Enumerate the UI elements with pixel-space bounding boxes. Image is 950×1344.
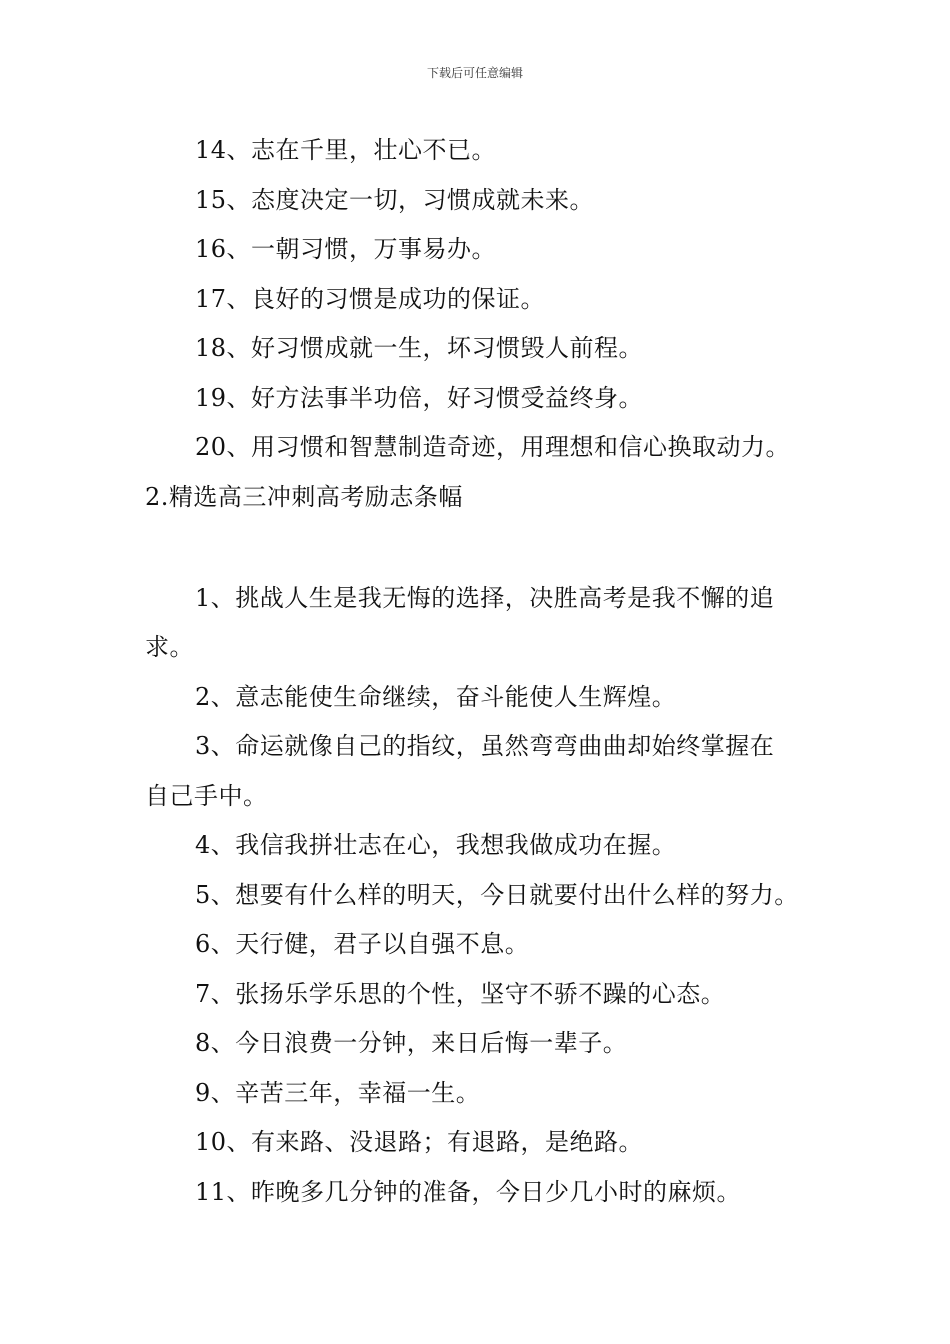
banner-9: 9、辛苦三年，幸福一生。 bbox=[195, 1079, 481, 1107]
banner-7: 7、张扬乐学乐思的个性，坚守不骄不躁的心态。 bbox=[195, 980, 726, 1008]
slogan-18: 18、好习惯成就一生，坏习惯毁人前程。 bbox=[195, 334, 644, 362]
banner-1-continued: 求。 bbox=[145, 633, 194, 661]
slogan-17: 17、良好的习惯是成功的保证。 bbox=[195, 285, 546, 313]
banner-4: 4、我信我拼壮志在心，我想我做成功在握。 bbox=[195, 831, 677, 859]
slogan-16: 16、一朝习惯，万事易办。 bbox=[195, 235, 497, 263]
banner-3-continued: 自己手中。 bbox=[145, 782, 268, 810]
banner-11: 11、昨晚多几分钟的准备，今日少几小时的麻烦。 bbox=[195, 1178, 742, 1206]
banner-1: 1、挑战人生是我无悔的选择，决胜高考是我不懈的追 bbox=[195, 584, 775, 612]
banner-8: 8、今日浪费一分钟，来日后悔一辈子。 bbox=[195, 1029, 628, 1057]
section-heading: 2.精选高三冲刺高考励志条幅 bbox=[145, 483, 463, 511]
banner-5: 5、想要有什么样的明天，今日就要付出什么样的努力。 bbox=[195, 881, 799, 909]
slogan-14: 14、志在千里，壮心不已。 bbox=[195, 136, 497, 164]
banner-10: 10、有来路、没退路；有退路，是绝路。 bbox=[195, 1128, 644, 1156]
banner-2: 2、意志能使生命继续，奋斗能使人生辉煌。 bbox=[195, 683, 677, 711]
slogan-19: 19、好方法事半功倍，好习惯受益终身。 bbox=[195, 384, 644, 412]
page-header: 下载后可任意编辑 bbox=[426, 66, 523, 80]
banner-6: 6、天行健，君子以自强不息。 bbox=[195, 930, 530, 958]
slogan-15: 15、态度决定一切，习惯成就未来。 bbox=[195, 186, 595, 214]
banner-3: 3、命运就像自己的指纹，虽然弯弯曲曲却始终掌握在 bbox=[195, 732, 775, 760]
slogan-20: 20、用习惯和智慧制造奇迹，用理想和信心换取动力。 bbox=[195, 433, 791, 461]
